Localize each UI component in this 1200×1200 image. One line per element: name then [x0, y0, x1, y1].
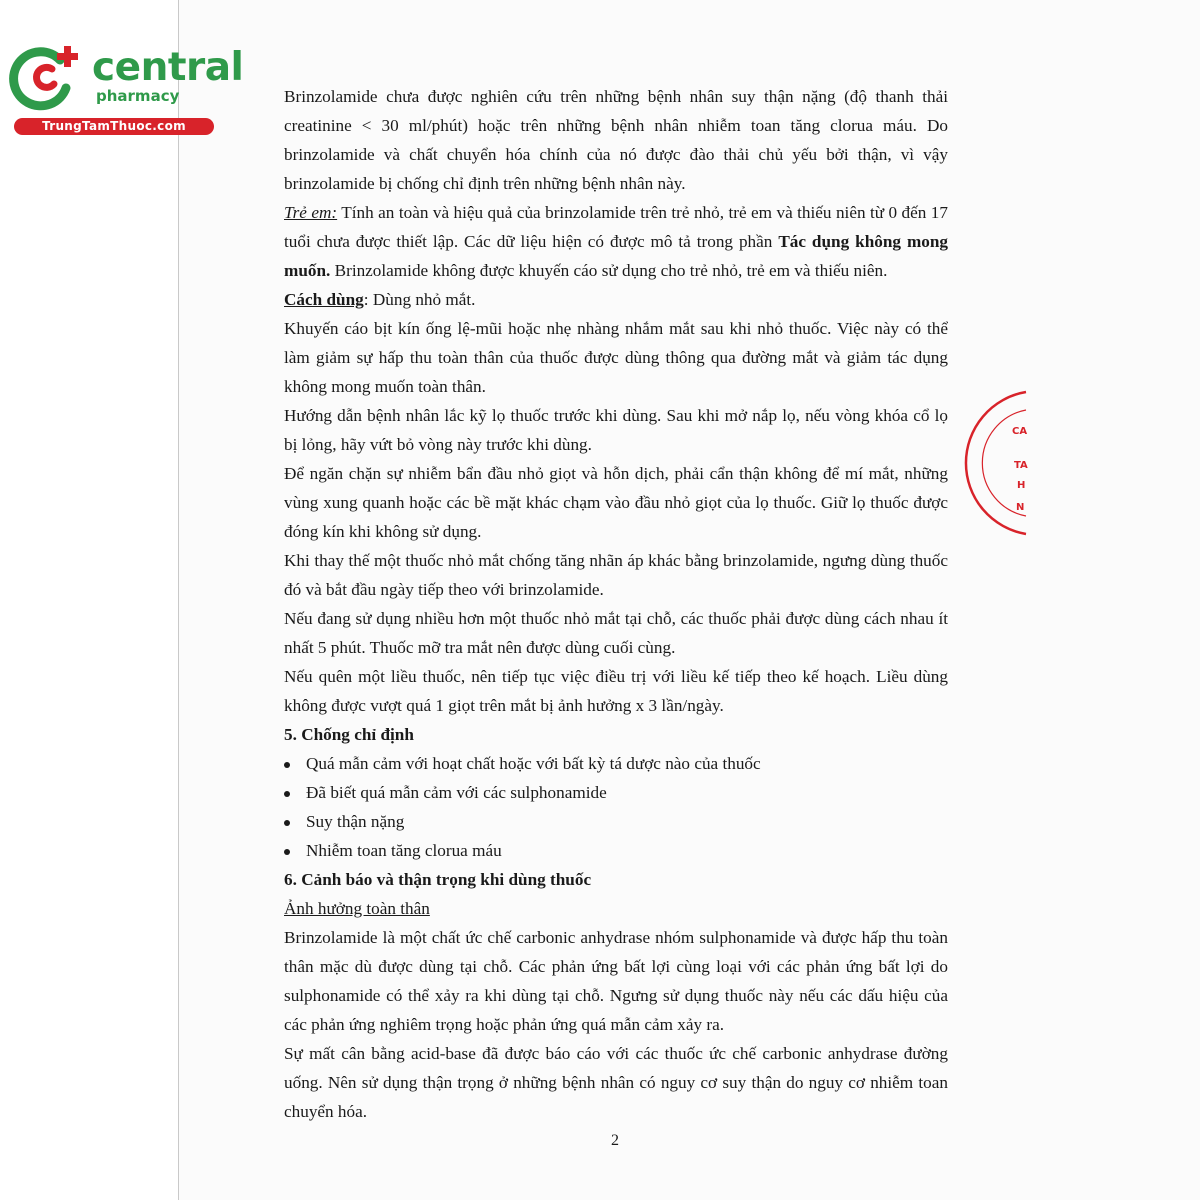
- page-margin: [0, 0, 180, 1200]
- paragraph-children: [284, 198, 948, 285]
- section-heading-5: 5. Chống chỉ định: [284, 725, 414, 744]
- children-label: Trẻ em:: [284, 203, 338, 222]
- usage-text: : Dùng nhỏ mắt.: [363, 290, 476, 309]
- list-item: Suy thận nặng: [284, 807, 948, 836]
- paragraph-systemic: Brinzolamide là một chất ức chế carbonic anhydrase nhóm sulphonamide và được hấp thu toàn thân mặc dù được dùng tại chỗ. Các phản ứng bất lợi cùng loại với các phản ứng bất lợi do sulphonamide có thể xảy ra khi dùng tại chỗ. Ngưng sử dụng thuốc này nếu các dấu hiệu của các phản ứng nghiêm trọng hoặc phản ứng quá mẫn cảm xảy ra.: [284, 928, 948, 1034]
- paragraph-shake: Hướng dẫn bệnh nhân lắc kỹ lọ thuốc trước khi dùng. Sau khi mở nắp lọ, nếu vòng khóa cổ lọ bị lỏng, hãy vứt bỏ vòng này trước khi dùng.: [284, 406, 948, 454]
- svg-text:CA: CA: [1012, 426, 1028, 437]
- pharmacy-cross-icon: [8, 38, 84, 114]
- red-stamp-fragment: [1000, 388, 1026, 538]
- children-bold-ref: Tác dụng không mong muốn.: [284, 232, 949, 280]
- paragraph-renal: Brinzolamide chưa được nghiên cứu trên những bệnh nhân suy thận nặng (độ thanh thải creatinine < 30 ml/phút) hoặc trên những bệnh nhân nhiễm toan tăng clorua máu. Do brinzolamide và chất chuyển hóa chính của nó được đào thải chủ yếu bởi thận, vì vậy brinzolamide bị chống chỉ định trên những bệnh nhân này.: [284, 87, 948, 193]
- usage-label: Cách dùng: [284, 290, 364, 309]
- paragraph-missed-dose: Nếu quên một liều thuốc, nên tiếp tục việc điều trị với liều kế tiếp theo kế hoạch. Liều dùng không được vượt quá 1 giọt trên mắt bị ảnh hưởng x 3 lần/ngày.: [284, 667, 948, 715]
- children-text-b: Brinzolamide không được khuyến cáo sử dụng cho trẻ nhỏ, trẻ em và thiếu niên.: [330, 261, 888, 280]
- central-pharmacy-logo: [8, 36, 244, 136]
- contraindication-list: [284, 749, 948, 865]
- list-item: Quá mẫn cảm với hoạt chất hoặc với bất kỳ tá dược nào của thuốc: [284, 749, 948, 778]
- paragraph-usage: [284, 285, 948, 314]
- svg-text:TA: TA: [1014, 460, 1028, 471]
- children-text-a: Tính an toàn và hiệu quả của brinzolamide trên trẻ nhỏ, trẻ em và thiếu niên từ 0 đến 17 tuổi chưa được thiết lập. Các dữ liệu hiện có được mô tả trong phần: [284, 203, 948, 251]
- svg-text:H: H: [1017, 480, 1026, 491]
- paragraph-replace: Khi thay thế một thuốc nhỏ mắt chống tăng nhãn áp khác bằng brinzolamide, ngưng dùng thuốc đó và bắt đầu ngày tiếp theo với brinzolamide.: [284, 551, 948, 599]
- logo-brand-text: central: [92, 45, 244, 90]
- paragraph-multiple-drops: Nếu đang sử dụng nhiều hơn một thuốc nhỏ mắt tại chỗ, các thuốc phải được dùng cách nhau ít nhất 5 phút. Thuốc mỡ tra mắt nên được dùng cuối cùng.: [284, 609, 948, 657]
- list-item: Nhiễm toan tăng clorua máu: [284, 836, 948, 865]
- paragraph-contamination: Để ngăn chặn sự nhiễm bẩn đầu nhỏ giọt và hỗn dịch, phải cẩn thận không để mí mắt, những vùng xung quanh hoặc các bề mặt khác chạm vào đầu nhỏ giọt của lọ thuốc. Giữ lọ thuốc được đóng kín khi không sử dụng.: [284, 464, 948, 541]
- logo-website-badge: TrungTamThuoc.com: [14, 118, 214, 135]
- systemic-label: Ảnh hưởng toàn thân: [284, 899, 430, 918]
- paragraph-acid-base: Sự mất cân bằng acid-base đã được báo cáo với các thuốc ức chế carbonic anhydrase đường uống. Nên sử dụng thận trọng ở những bệnh nhân có nguy cơ suy thận do nguy cơ nhiễm toan chuyển hóa.: [284, 1044, 948, 1121]
- systemic-subheading: [284, 894, 948, 923]
- document-body: [284, 82, 948, 1126]
- section-heading-6: 6. Cảnh báo và thận trọng khi dùng thuốc: [284, 870, 592, 889]
- page-number: 2: [611, 1132, 619, 1149]
- paragraph-recommend: Khuyến cáo bịt kín ống lệ-mũi hoặc nhẹ nhàng nhắm mắt sau khi nhỏ thuốc. Việc này có thể làm giảm sự hấp thu toàn thân của thuốc được dùng thông qua đường mắt và giảm tác dụng không mong muốn toàn thân.: [284, 319, 948, 396]
- logo-sub-text: pharmacy: [96, 87, 180, 105]
- list-item: Đã biết quá mẫn cảm với các sulphonamide: [284, 778, 948, 807]
- svg-text:N: N: [1016, 502, 1025, 513]
